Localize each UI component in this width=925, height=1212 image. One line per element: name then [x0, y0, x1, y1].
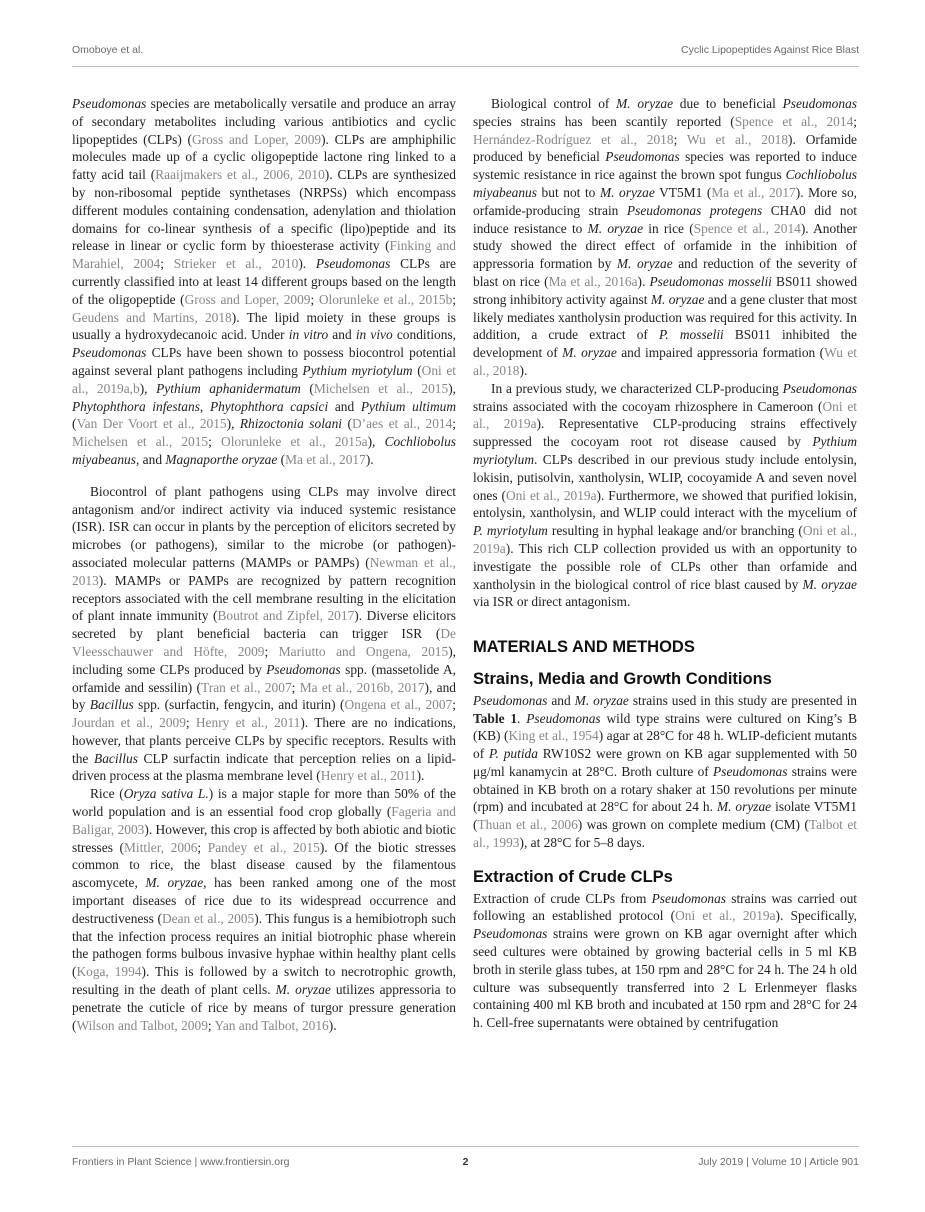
citation-link[interactable]: Dean et al., 2005 — [162, 910, 255, 926]
paragraph: Extraction of crude CLPs from Pseudomonas strains was carried out following an established protocol (Oni et al., 2019a). Specifically, Pseudomonas strains were grown on KB agar overnight after which seed cultures were obtained by growing bacterial cells in 5 ml KB broth in sterile glass tubes, at 150 rpm and 28°C for 24 h. The 24 h old culture was subsequently transferred into 2 L Erlenmeyer flasks containing 400 ml KB broth and incubated at 150 rpm and 28°C for 24 h. Cell-free supernatants were obtained by centrifugation — [473, 890, 858, 1031]
italic-term: Phytophthora infestans — [72, 398, 200, 414]
paragraph: Pseudomonas and M. oryzae strains used in this study are presented in Table 1. Pseudomonas wild type strains were cultured on King’s B (KB) (King et al., 1954) agar at 28°C for 48 h. WLIP-deficient mutants of P. putida RW10S2 were grown on KB agar supplemented with 50 μg/ml kanamycin at 28°C. Broth culture of Pseudomonas strains were obtained in KB broth on a rotary shaker at 150 revolutions per minute (rpm) and incubated at 28°C for about 24 h. M. oryzae isolate VT5M1 (Thuan et al., 2006) was grown on complete medium (CM) (Talbot et al., 1993), at 28°C for 5–8 days. — [473, 692, 858, 851]
paragraph: Pseudomonas species are metabolically versatile and produce an array of secondary metabolites including various antibiotics and cyclic lipopeptides (CLPs) (Gross and Loper, 2009). CLPs are amphiphilic molecules made up of a cyclic oligopeptide lactone ring linked to a fatty acid tail (Raaijmakers et al., 2006, 2010). CLPs are synthesized by non-ribosomal peptide synthetases (NRPSs) which encompass different modules containing condensation, adenylation and thiolation domains for co-linear synthesis of a specific (lipo)peptide and its release in linear or cyclic form by thioesterase activity (Finking and Marahiel, 2004; Strieker et al., 2010). Pseudomonas CLPs are currently classified into at least 14 different groups based on the length of the oligopeptide (Gross and Loper, 2009; Olorunleke et al., 2015b; Geudens and Martins, 2018). The lipid moiety in these groups is usually a hydroxydecanoic acid. Under in vitro and in vivo conditions, Pseudomonas CLPs have been shown to possess biocontrol potential against several plant pathogens including Pythium myriotylum (Oni et al., 2019a,b), Pythium aphanidermatum (Michelsen et al., 2015), Phytophthora infestans, Phytophthora capsici and Pythium ultimum (Van Der Voort et al., 2015), Rhizoctonia solani (D’aes et al., 2014; Michelsen et al., 2015; Olorunleke et al., 2015a), Cochliobolus miyabeanus, and Magnaporthe oryzae (Ma et al., 2017). — [72, 96, 457, 467]
citation-link[interactable]: Newman et al., 2013 — [72, 554, 456, 588]
subsection-heading: Strains, Media and Growth Conditions — [473, 669, 772, 688]
italic-term: Bacillus — [89, 697, 134, 713]
citation-link[interactable]: Oni et al., 2019a — [473, 523, 857, 556]
citation-link[interactable]: Oni et al., 2019a — [675, 908, 776, 924]
italic-term: Rhizoctonia solani — [239, 416, 343, 432]
citation-link[interactable]: Oni et al., 2019a — [505, 487, 597, 503]
citation-link[interactable]: Fageria and Baligar, 2003 — [72, 804, 456, 837]
citation-link[interactable]: Henry et al., 2011 — [320, 768, 417, 784]
citation-link[interactable]: Olorunleke et al., 2015b — [318, 291, 453, 307]
paragraph: Biocontrol of plant pathogens using CLPs may involve direct antagonism and/or indirect activity via induced systemic resistance (ISR). ISR can occur in plants by the perception of elicitors secreted by microbes (or pathogens), similar to the microbe (or pathogen)-associated molecular patterns (MAMPs or PAMPs) (Newman et al., 2013). MAMPs or PAMPs are recognized by pattern recognition receptors associated with the cell membrane resulting in the elicitation of plant innate immunity (Boutrot and Zipfel, 2017). Diverse elicitors secreted by plant beneficial bacteria can trigger ISR (De Vleesschauwer and Höfte, 2009; Mariutto and Ongena, 2015), including some CLPs produced by Pseudomonas spp. (massetolide A, orfamide and sessilin) (Tran et al., 2007; Ma et al., 2016b, 2017), and by Bacillus spp. (surfactin, fengycin, and iturin) (Ongena et al., 2007; Jourdan et al., 2009; Henry et al., 2011). There are no indications, however, that plants perceive CLPs by specific receptors. Results with the Bacillus CLP surfactin indicate that perception relies on a lipid-driven process at the plasma membrane level (Henry et al., 2011). — [72, 483, 457, 784]
italic-term: Pythium myriotylum — [473, 434, 857, 467]
italic-term: P. myriotylum — [473, 523, 548, 539]
italic-term: M. oryzae — [802, 576, 857, 592]
citation-link[interactable]: Oni et al., 2019a,b — [72, 362, 456, 396]
citation-link[interactable]: Gross and Loper, 2009 — [191, 131, 322, 147]
citation-link[interactable]: Mittler, 2006 — [124, 839, 198, 855]
italic-term: M. oryzae — [716, 799, 772, 815]
citation-link[interactable]: Michelsen et al., 2015 — [72, 434, 209, 450]
italic-term: P. putida — [489, 746, 538, 762]
citation-link[interactable]: Tran et al., 2007 — [201, 679, 292, 695]
italic-term: in vivo — [355, 327, 393, 343]
italic-term: Pseudomonas — [72, 345, 147, 361]
italic-term: M. oryzae — [599, 184, 655, 200]
italic-term: Pseudomonas — [782, 380, 857, 396]
citation-link[interactable]: Hernández-Rodríguez et al., 2018 — [473, 131, 674, 147]
citation-link[interactable]: Michelsen et al., 2015 — [313, 380, 449, 396]
italic-term: Cochliobolus miyabeanus, — [72, 434, 456, 467]
footer-issue: July 2019 | Volume 10 | Article 901 — [698, 1156, 859, 1168]
italic-term: M. oryzae — [587, 220, 644, 236]
italic-term: Pseudomonas — [266, 661, 341, 677]
citation-link[interactable]: De Vleesschauwer and Höfte, 2009 — [72, 626, 456, 659]
citation-link[interactable]: Gross and Loper, 2009 — [184, 291, 311, 307]
citation-link[interactable]: Thuan et al., 2006 — [477, 817, 578, 833]
italic-term: Pseudomonas — [315, 256, 391, 272]
italic-term: Bacillus — [94, 750, 138, 766]
citation-link[interactable]: Talbot et al., 1993 — [473, 817, 857, 851]
italic-term: Pseudomonas — [605, 149, 680, 165]
citation-link[interactable]: Spence et al., 2014 — [693, 220, 801, 236]
header-rule — [72, 66, 859, 67]
citation-link[interactable]: Wu et al., 2018 — [473, 345, 857, 378]
footer-journal: Frontiers in Plant Science | www.frontiersin.org — [72, 1156, 290, 1168]
italic-term: Pseudomonas — [473, 692, 548, 708]
citation-link[interactable]: Mariutto and Ongena, 2015 — [278, 643, 449, 659]
citation-link[interactable]: King et al., 1954 — [508, 728, 599, 744]
italic-term: Pseudomonas — [713, 763, 788, 779]
italic-term: M. oryzae — [145, 875, 204, 891]
left-column — [72, 95, 456, 1034]
citation-link[interactable]: Geudens and Martins, 2018 — [72, 309, 232, 325]
footer-rule — [72, 1146, 859, 1147]
citation-link[interactable]: Van Der Voort et al., 2015 — [76, 416, 227, 432]
italic-term: P. mosselii — [658, 327, 724, 343]
citation-link[interactable]: Wilson and Talbot, 2009 — [76, 1017, 208, 1033]
italic-term: Oryza sativa L. — [123, 786, 209, 802]
italic-term: M. oryzae — [275, 982, 331, 998]
italic-term: Cochliobolus miyabeanus — [473, 167, 857, 200]
citation-link[interactable]: Ma et al., 2017 — [285, 451, 366, 467]
italic-term: Pythium myriotylum — [302, 362, 413, 378]
citation-link[interactable]: Spence et al., 2014 — [734, 113, 854, 129]
italic-term: M. oryzae — [562, 345, 617, 361]
citation-link[interactable]: Jourdan et al., 2009 — [72, 715, 186, 731]
citation-link[interactable]: Ma et al., 2016a — [548, 273, 638, 289]
italic-term: M. oryzae — [650, 291, 705, 307]
citation-link[interactable]: Koga, 1994 — [76, 964, 142, 980]
citation-link[interactable]: Boutrot and Zipfel, 2017 — [217, 608, 355, 624]
italic-term: Phytophthora capsici — [209, 398, 329, 414]
paragraph: In a previous study, we characterized CLP-producing Pseudomonas strains associated with the cocoyam rhizosphere in Cameroon (Oni et al., 2019a). Representative CLP-producing strains effectively suppressed the cocoyam root rot disease caused by Pythium myriotylum. CLPs described in our previous study include entolysin, lokisin, putisolvin, xantholysin, WLIP, cocoyamide A and seven novel ones (Oni et al., 2019a). Furthermore, we showed that purified lokisin, entolysin, xantholysin, and WLIP could interact with the mycelium of P. myriotylum resulting in hyphal leakage and/or branching (Oni et al., 2019a). This rich CLP collection provided us with an opportunity to investigate the possible role of CLPs other than orfamide and xantholysin in the biological control of rice blast caused by M. oryzae via ISR or direct antagonism. — [473, 380, 857, 610]
header-authors: Omoboye et al. — [72, 44, 144, 56]
citation-link[interactable]: Ma et al., 2016b, 2017 — [299, 679, 425, 695]
italic-term: Pythium ultimum — [360, 398, 457, 414]
italic-term: Pseudomonas — [72, 96, 147, 111]
citation-link[interactable]: Wu et al., 2018 — [686, 131, 789, 147]
italic-term: M. oryzae — [616, 96, 674, 111]
citation-link[interactable]: Oni et al., 2019a — [473, 398, 857, 432]
italic-term: M. oryzae — [574, 692, 629, 708]
right-column — [473, 95, 857, 1032]
section-heading: MATERIALS AND METHODS — [473, 638, 695, 657]
italic-term: Pythium aphanidermatum — [156, 380, 301, 396]
citation-link[interactable]: Pandey et al., 2015 — [207, 839, 320, 855]
citation-link[interactable]: Ongena et al., 2007 — [344, 697, 453, 713]
italic-term: Pseudomonas mosselii — [649, 273, 772, 289]
italic-term: Pseudomonas — [782, 96, 857, 111]
citation-link[interactable]: Olorunleke et al., 2015a — [221, 434, 368, 450]
paragraph: Rice (Oryza sativa L.) is a major staple for more than 50% of the world population and is an essential food crop globally (Fageria and Baligar, 2003). However, this crop is affected by both abiotic and biotic stresses (Mittler, 2006; Pandey et al., 2015). Of the biotic stresses common to rice, the blast disease caused by the filamentous ascomycete, M. oryzae, has been ranked among one of the most important diseases of rice due to its widespread occurrence and destructiveness (Dean et al., 2005). This fungus is a hemibiotroph such that the infection process requires an initial biotrophic phase wherein the pathogen forms bulbous invasive hyphae within healthy plant cells (Koga, 1994). This is followed by a switch to necrotrophic growth, resulting in the death of plant cells. M. oryzae utilizes appressoria to penetrate the cuticle of rice by means of turgor pressure generation (Wilson and Talbot, 2009; Yan and Talbot, 2016). — [72, 786, 456, 1033]
paragraph: Biological control of M. oryzae due to beneficial Pseudomonas species strains has been scantily reported (Spence et al., 2014; Hernández-Rodríguez et al., 2018; Wu et al., 2018). Orfamide produced by beneficial Pseudomonas species was reported to induce systemic resistance in rice against the brown spot fungus Cochliobolus miyabeanus but not to M. oryzae VT5M1 (Ma et al., 2017). More so, orfamide-producing strain Pseudomonas protegens CHA0 did not induce resistance to M. oryzae in rice (Spence et al., 2014). Another study showed the direct effect of orfamide in the inhibition of appressoria formation by M. oryzae and reduction of the severity of blast on rice (Ma et al., 2016a). Pseudomonas mosselii BS011 showed strong inhibitory activity against M. oryzae and a gene cluster that most likely mediates xantholysin production was required for this activity. In addition, a crude extract of P. mosselii BS011 inhibited the development of M. oryzae and impaired appressoria formation (Wu et al., 2018). — [473, 96, 858, 378]
citation-link[interactable]: Raaijmakers et al., 2006, 2010 — [155, 167, 325, 183]
italic-term: in vitro — [288, 327, 329, 343]
table-reference[interactable]: Table 1 — [473, 710, 518, 726]
italic-term: Pseudomonas — [473, 926, 548, 942]
italic-term: Pseudomonas — [651, 890, 727, 906]
citation-link[interactable]: Strieker et al., 2010 — [173, 256, 299, 272]
page-number: 2 — [462, 1156, 469, 1168]
italic-term: Pseudomonas protegens — [626, 202, 763, 218]
citation-link[interactable]: Henry et al., 2011 — [195, 715, 301, 731]
italic-term: Pseudomonas — [526, 710, 601, 726]
citation-link[interactable]: D’aes et al., 2014 — [351, 416, 453, 432]
subsection-heading: Extraction of Crude CLPs — [473, 867, 673, 886]
citation-link[interactable]: Ma et al., 2017 — [711, 184, 796, 200]
citation-link[interactable]: Finking and Marahiel, 2004 — [72, 238, 456, 272]
citation-link[interactable]: Yan and Talbot, 2016 — [214, 1017, 329, 1033]
italic-term: Magnaporthe oryzae — [165, 451, 278, 467]
italic-term: M. oryzae — [616, 256, 673, 272]
header-title: Cyclic Lipopeptides Against Rice Blast — [680, 44, 859, 56]
